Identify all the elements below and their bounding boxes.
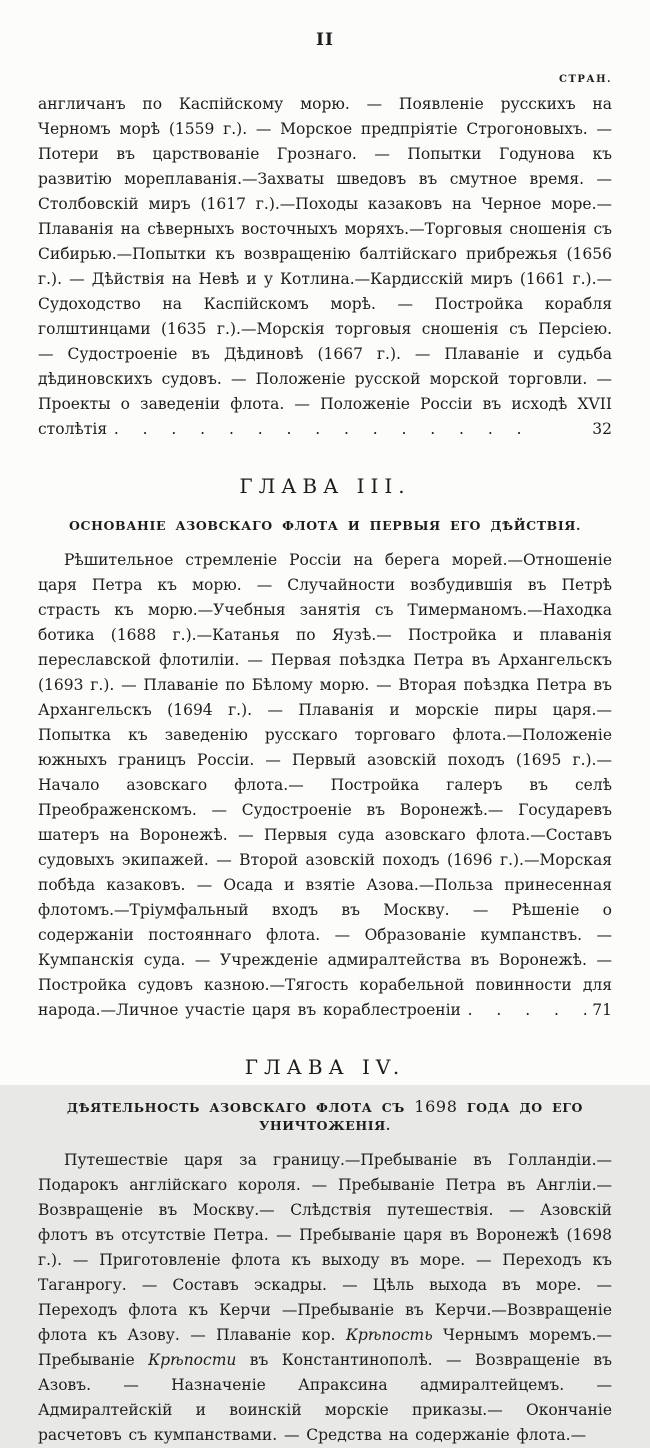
chapter4-summary-text-1: Путешествіе царя за границу.—Пребываніе въ Голландіи.—Подарокъ англійскаго короля. — Пребываніе Петра въ Англіи.—Возвращеніе въ Москву.— Слѣдствія путешествія. — Азовскій флотъ въ отсутствіе Петра. — Пребываніе царя въ Воронежѣ (1698 г.). — Приготовленіе флота къ выходу въ море. — Переходъ къ Таганрогу. — Составъ эскадры. — Цѣль выхода въ море. — Переходъ флота къ Керчи —Пребываніе въ Керчи.—Возвращеніе флота къ Азову. — Плаваніе кор. (38, 1151, 612, 1344)
page-column-header: СТРАН. (559, 74, 612, 85)
toc-content (38, 92, 612, 1448)
chapter4-subtitle-year: 1698 (414, 1097, 458, 1116)
page-number: II (316, 30, 334, 50)
ship-name-kreposti: Крѣпости (148, 1351, 237, 1369)
chapter2-page-ref: 32 (592, 420, 612, 438)
chapter3-page-ref: 71 (592, 1001, 612, 1019)
chapter4-summary-text-2: Чернымъ моремъ.—Пребываніе (38, 1326, 612, 1369)
chapter3-leader-dots: . . . . . (467, 1001, 597, 1019)
chapter4-subtitle (38, 1098, 612, 1135)
chapter2-leader-dots: . . . . . . . . . . . . . . . (113, 420, 531, 438)
chapter3-summary-paragraph (38, 548, 612, 1023)
chapter4-summary-paragraph (38, 1148, 612, 1448)
chapter4-heading: ГЛАВА IV. (244, 1055, 406, 1079)
chapter4-summary-text-3: въ Константинополѣ. — Возвращеніе въ Азовъ. — Назначеніе Апраксина адмиралтейцемъ. — Адмиралтейскій и воинскій морскіе приказы.— Окончаніе расчетовъ съ кумпанствами. — Средства на содержаніе флота.— (38, 1351, 612, 1444)
ship-name-krepost: Крѣпость (345, 1326, 433, 1344)
chapter4-subtitle-pre: ДѢЯТЕЛЬНОСТЬ АЗОВСКАГО ФЛОТА СЪ (66, 1100, 415, 1115)
chapter2-summary-text: англичанъ по Каспійскому морю. — Появленіе русскихъ на Черномъ морѣ (1559 г.). — Морское предпріятіе Строгоновыхъ. — Потери въ царствованіе Грознаго. — Попытки Годунова къ развитію мореплаванія.—Захваты шведовъ въ смутное время. — Столбовскій миръ (1617 г.).—Походы казаковъ на Черное море.—Плаванія на сѣверныхъ восточныхъ моряхъ.—Торговыя сношенія съ Сибирью.—Попытки къ возвращенію балтійскаго прибрежья (1656 г.). — Дѣйствія на Невѣ и у Котлина.—Кардисскій миръ (1661 г.).— Судоходство на Каспійскомъ морѣ. — Постройка корабля голштинцами (1635 г.).—Морскія торговыя сношенія съ Персіею. — Судостроеніе въ Дѣдиновѣ (1667 г.). — Плаваніе и судьба дѣдиновскихъ судовъ. — Положеніе русской морской торговли. — Проекты о заведеніи флота. — Положеніе Россіи въ исходѣ XVII столѣтія (38, 95, 612, 438)
chapter3-heading: ГЛАВА III. (239, 474, 411, 498)
chapter2-summary-paragraph (38, 92, 612, 442)
chapter4-subtitle-post: ГОДА ДО ЕГО УНИЧТОЖЕНІЯ. (259, 1100, 584, 1133)
chapter3-summary-text: Рѣшительное стремленіе Россіи на берега морей.—Отношеніе царя Петра къ морю. — Случайности возбудившія въ Петрѣ страсть къ морю.—Учебныя занятія съ Тимерманомъ.—Находка ботика (1688 г.).—Катанья по Яузѣ.— Постройка и плаванія переславской флотиліи. — Первая поѣздка Петра въ Архангельскъ (1693 г.). — Плаваніе по Бѣлому морю. — Вторая поѣздка Петра въ Архангельскъ (1694 г.). — Плаванія и морскіе пиры царя.—Попытка къ заведенію русскаго торговаго флота.—Положеніе южныхъ границъ Россіи. — Первый азовскій походъ (1695 г.).—Начало азовскаго флота.— Постройка галеръ въ селѣ Преображенскомъ. — Судостроеніе въ Воронежѣ.— Государевъ шатеръ на Воронежѣ. — Первыя суда азовскаго флота.—Составъ судовыхъ экипажей. — Второй азовскій походъ (1696 г.).—Морская побѣда казаковъ. — Осада и взятіе Азова.—Польза принесенная флотомъ.—Тріумфальный входъ въ Москву. — Рѣшеніе о содержаніи постояннаго флота. — Образованіе кумпанствъ. — Кумпанскія суда. — Учрежденіе адмиралтейства въ Воронежѣ. — Постройка судовъ казною.—Тягость корабельной повинности для народа.—Личное участіе царя въ кораблестроеніи (38, 551, 612, 1019)
chapter3-subtitle: ОСНОВАНІЕ АЗОВСКАГО ФЛОТА И ПЕРВЫЯ ЕГО ДѢЙСТВІЯ. (69, 518, 581, 533)
